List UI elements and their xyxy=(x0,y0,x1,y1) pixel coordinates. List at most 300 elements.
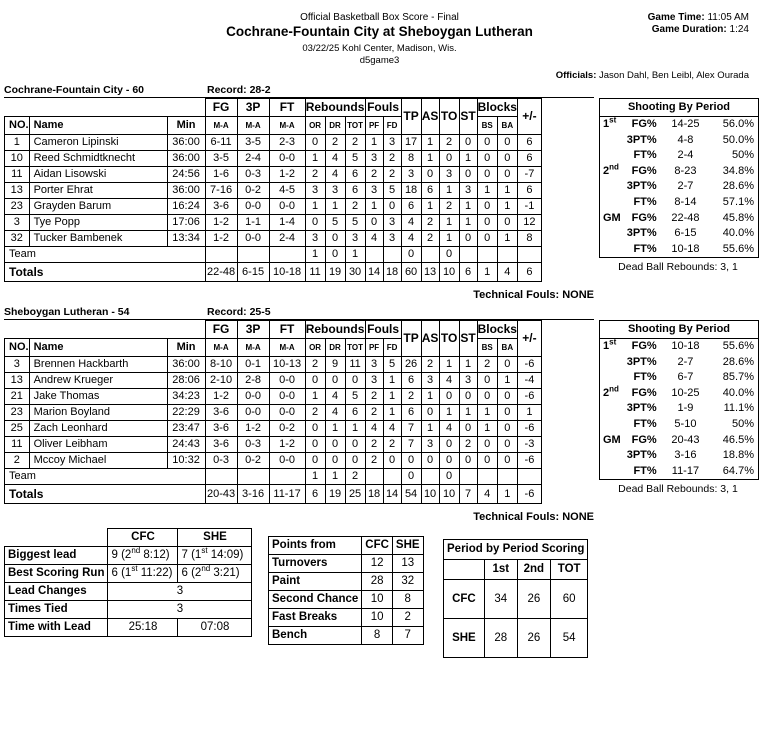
sr-she-sup: nd xyxy=(201,564,211,574)
time-with-lead-she: 07:08 xyxy=(178,619,252,637)
player-tot: 5 xyxy=(345,151,365,167)
shooting-pct: 64.7% xyxy=(722,464,754,477)
player-row xyxy=(5,231,542,247)
totals-label: Totals xyxy=(5,485,206,504)
period-tot: 54 xyxy=(550,619,587,658)
period-1st: 34 xyxy=(484,580,517,619)
team-ft-empty xyxy=(269,469,305,485)
player-to: 3 xyxy=(439,167,459,183)
period-scoring-row xyxy=(444,619,588,658)
shooting-pct: 50% xyxy=(731,417,754,430)
shooting-stat: 3PT% xyxy=(626,180,657,193)
player-name: Porter Ehrat xyxy=(29,183,167,199)
player-number: 32 xyxy=(5,231,30,247)
col-ft-ma: M-A xyxy=(269,339,305,357)
player-minutes: 36:00 xyxy=(167,135,205,151)
player-to: 4 xyxy=(439,373,459,389)
scoring-run-she xyxy=(178,565,252,583)
player-tp3: 0-1 xyxy=(237,357,269,373)
shooting-stat: FG% xyxy=(631,164,657,177)
player-st: 1 xyxy=(459,215,477,231)
col-fg: FG xyxy=(205,99,237,117)
shooting-pct: 50% xyxy=(731,149,754,162)
player-st: 0 xyxy=(459,389,477,405)
player-pm: -6 xyxy=(517,453,541,469)
col-or: OR xyxy=(305,339,325,357)
player-ba: 0 xyxy=(497,421,517,437)
points-from-cfc: 8 xyxy=(362,627,393,645)
player-tp: 4 xyxy=(401,215,421,231)
player-fg: 3-5 xyxy=(205,151,237,167)
player-or: 2 xyxy=(305,167,325,183)
date-location: 03/22/25 Kohl Center, Madison, Wis. xyxy=(302,43,457,54)
player-tp3: 0-0 xyxy=(237,389,269,405)
shooting-period-num: GM xyxy=(603,433,621,446)
col-no: NO. xyxy=(5,339,30,357)
shooting-made-attempted: 2-7 xyxy=(677,355,694,368)
shooting-pct: 85.7% xyxy=(722,371,754,384)
player-fd: 2 xyxy=(383,437,401,453)
player-pf: 1 xyxy=(365,199,383,215)
shooting-row xyxy=(600,164,759,180)
player-fd: 2 xyxy=(383,151,401,167)
scoring-run-label: Best Scoring Run xyxy=(5,565,108,583)
shooting-made-attempted: 11-17 xyxy=(671,464,700,477)
player-pf: 2 xyxy=(365,389,383,405)
lead-changes-label: Lead Changes xyxy=(5,583,108,601)
col-min: Min xyxy=(167,339,205,357)
col-pm: +/- xyxy=(517,321,541,357)
player-minutes: 23:47 xyxy=(167,421,205,437)
player-bs: 1 xyxy=(477,405,497,421)
player-ba: 0 xyxy=(497,167,517,183)
shooting-made-attempted: 14-25 xyxy=(671,118,700,130)
dead-ball-rebounds: Dead Ball Rebounds: 3, 1 xyxy=(618,483,738,495)
shooting-period-num: 1 xyxy=(603,340,610,352)
player-minutes: 13:34 xyxy=(167,231,205,247)
player-as: 2 xyxy=(421,357,439,373)
player-tot: 0 xyxy=(345,453,365,469)
player-fg: 3-6 xyxy=(205,421,237,437)
team-record: Record: 25-5 xyxy=(207,306,271,318)
player-tp3: 0-0 xyxy=(237,405,269,421)
player-pf: 2 xyxy=(365,437,383,453)
player-name: Tucker Bambenek xyxy=(29,231,167,247)
summary-col-cfc: CFC xyxy=(108,529,178,547)
col-as: AS xyxy=(421,321,439,357)
bl-she-rest: 14:09) xyxy=(207,549,244,561)
shooting-made-attempted: 20-43 xyxy=(671,433,700,446)
period-2nd: 26 xyxy=(517,619,550,658)
totals-bs: 1 xyxy=(477,263,497,282)
col-blocks: Blocks xyxy=(477,321,517,339)
player-name: Aidan Lisowski xyxy=(29,167,167,183)
player-fd: 1 xyxy=(383,373,401,389)
totals-row xyxy=(5,485,542,504)
player-bs: 0 xyxy=(477,231,497,247)
player-as: 0 xyxy=(421,405,439,421)
player-name: Cameron Lipinski xyxy=(29,135,167,151)
game-summary-table xyxy=(4,528,252,637)
dead-ball-rebounds: Dead Ball Rebounds: 3, 1 xyxy=(618,261,738,273)
points-from-table xyxy=(268,536,424,645)
shooting-stat: FT% xyxy=(633,195,657,208)
shooting-made-attempted: 2-4 xyxy=(677,149,694,162)
period-scoring-title: Period by Period Scoring xyxy=(444,540,588,560)
points-from-she: 7 xyxy=(392,627,423,645)
player-tot: 1 xyxy=(345,421,365,437)
period-1st: 28 xyxy=(484,619,517,658)
player-pm: -3 xyxy=(517,437,541,453)
sr-she-val: 6 (2 xyxy=(181,567,202,579)
player-name: Oliver Leibham xyxy=(29,437,167,453)
player-pm: -6 xyxy=(517,421,541,437)
team-ba-empty xyxy=(497,247,517,263)
shooting-period xyxy=(600,386,623,402)
player-fd: 3 xyxy=(383,231,401,247)
shooting-stat: FG% xyxy=(631,211,657,224)
col-tot: TOT xyxy=(345,339,365,357)
player-dr: 1 xyxy=(325,421,345,437)
points-from-cfc: 12 xyxy=(362,555,393,573)
col-to: TO xyxy=(439,321,459,357)
player-or: 1 xyxy=(305,389,325,405)
shooting-period xyxy=(600,433,623,449)
totals-tot: 25 xyxy=(345,485,365,504)
game-title: Cochrane-Fountain City at Sheboygan Lutheran xyxy=(226,24,533,39)
team-tot: 2 xyxy=(345,469,365,485)
totals-or: 11 xyxy=(305,263,325,282)
col-st: ST xyxy=(459,321,477,357)
sr-cfc-rest: 11:22) xyxy=(137,567,173,579)
team-ba-empty xyxy=(497,469,517,485)
player-number: 3 xyxy=(5,215,30,231)
col-tp: TP xyxy=(401,321,421,357)
shooting-pct: 45.8% xyxy=(722,211,754,224)
player-number: 23 xyxy=(5,405,30,421)
totals-tot: 30 xyxy=(345,263,365,282)
player-number: 23 xyxy=(5,199,30,215)
totals-ft: 10-18 xyxy=(269,263,305,282)
player-minutes: 17:06 xyxy=(167,215,205,231)
totals-to: 10 xyxy=(439,263,459,282)
shooting-pct: 55.6% xyxy=(722,340,754,352)
player-dr: 4 xyxy=(325,167,345,183)
player-ba: 0 xyxy=(497,453,517,469)
player-st: 3 xyxy=(459,183,477,199)
player-row xyxy=(5,453,542,469)
player-tp3: 2-4 xyxy=(237,151,269,167)
totals-fg: 20-43 xyxy=(205,485,237,504)
team-row xyxy=(5,469,542,485)
team-pf-empty xyxy=(365,247,383,263)
player-st: 0 xyxy=(459,453,477,469)
player-dr: 1 xyxy=(325,199,345,215)
points-from-cfc: 10 xyxy=(362,591,393,609)
player-tp: 7 xyxy=(401,437,421,453)
player-ft: 0-0 xyxy=(269,151,305,167)
shooting-period xyxy=(600,355,623,371)
bl-cfc-rest: 8:12) xyxy=(140,549,170,561)
player-minutes: 22:29 xyxy=(167,405,205,421)
shooting-period xyxy=(600,226,623,242)
player-fg: 3-6 xyxy=(205,199,237,215)
col-name: Name xyxy=(29,117,167,135)
points-from-she: 8 xyxy=(392,591,423,609)
player-ba: 0 xyxy=(497,151,517,167)
player-to: 4 xyxy=(439,421,459,437)
player-st: 1 xyxy=(459,357,477,373)
shooting-row xyxy=(600,401,759,417)
shooting-period xyxy=(600,448,623,464)
player-as: 3 xyxy=(421,373,439,389)
col-min: Min xyxy=(167,117,205,135)
time-with-lead-cfc: 25:18 xyxy=(108,619,178,637)
team-fg-empty xyxy=(205,469,237,485)
player-fg: 3-6 xyxy=(205,437,237,453)
player-bs: 0 xyxy=(477,453,497,469)
scoring-run-cfc xyxy=(108,565,178,583)
totals-fd: 18 xyxy=(383,263,401,282)
col-ba: BA xyxy=(497,117,517,135)
totals-st: 7 xyxy=(459,485,477,504)
player-row xyxy=(5,357,542,373)
shooting-row xyxy=(600,148,759,164)
player-pf: 3 xyxy=(365,373,383,389)
player-dr: 5 xyxy=(325,215,345,231)
points-from-label: Turnovers xyxy=(269,555,362,573)
shooting-stat: 3PT% xyxy=(626,402,657,415)
player-tot: 6 xyxy=(345,405,365,421)
totals-tp3: 6-15 xyxy=(237,263,269,282)
col-dr: DR xyxy=(325,339,345,357)
player-minutes: 36:00 xyxy=(167,183,205,199)
player-number: 13 xyxy=(5,373,30,389)
totals-as: 10 xyxy=(421,485,439,504)
bl-she-sup: st xyxy=(201,546,208,556)
player-pm: 6 xyxy=(517,183,541,199)
player-tot: 6 xyxy=(345,183,365,199)
team-to: 0 xyxy=(439,247,459,263)
player-name: Grayden Barum xyxy=(29,199,167,215)
team-header-strip xyxy=(4,84,594,98)
player-pm: 6 xyxy=(517,151,541,167)
player-row xyxy=(5,151,542,167)
player-or: 0 xyxy=(305,421,325,437)
game-time-value: 11:05 AM xyxy=(707,12,749,23)
player-or: 0 xyxy=(305,437,325,453)
team-ft-empty xyxy=(269,247,305,263)
shooting-made-attempted: 2-7 xyxy=(677,180,694,193)
shooting-stat: 3PT% xyxy=(626,133,657,146)
shooting-made-attempted: 5-10 xyxy=(674,417,697,430)
team-dr: 0 xyxy=(325,247,345,263)
points-col-cfc: CFC xyxy=(362,537,393,555)
col-fg-ma: M-A xyxy=(205,339,237,357)
player-as: 0 xyxy=(421,453,439,469)
totals-st: 6 xyxy=(459,263,477,282)
player-tp3: 3-5 xyxy=(237,135,269,151)
player-tp: 8 xyxy=(401,151,421,167)
col-rebounds: Rebounds xyxy=(305,99,365,117)
player-or: 0 xyxy=(305,135,325,151)
player-fg: 3-6 xyxy=(205,405,237,421)
player-bs: 0 xyxy=(477,167,497,183)
totals-pm: -6 xyxy=(517,485,541,504)
points-from-cfc: 10 xyxy=(362,609,393,627)
shooting-period xyxy=(600,417,623,433)
sr-she-rest: 3:21) xyxy=(210,567,240,579)
player-pf: 3 xyxy=(365,357,383,373)
player-dr: 3 xyxy=(325,183,345,199)
shooting-period xyxy=(600,242,623,258)
player-pf: 4 xyxy=(365,231,383,247)
officials xyxy=(556,70,749,81)
player-tp3: 0-2 xyxy=(237,453,269,469)
period-scoring-row xyxy=(444,580,588,619)
shooting-period xyxy=(600,211,623,227)
player-dr: 0 xyxy=(325,231,345,247)
player-minutes: 34:23 xyxy=(167,389,205,405)
player-name: Brennen Hackbarth xyxy=(29,357,167,373)
player-or: 1 xyxy=(305,199,325,215)
player-fd: 5 xyxy=(383,357,401,373)
player-pf: 2 xyxy=(365,167,383,183)
points-from-row xyxy=(269,555,424,573)
shooting-stat: FT% xyxy=(633,371,657,384)
team-pf-empty xyxy=(365,469,383,485)
game-duration-value: 1:24 xyxy=(729,24,749,35)
player-dr: 9 xyxy=(325,357,345,373)
shooting-pct: 46.5% xyxy=(722,433,754,446)
game-time-label: Game Time: xyxy=(647,12,705,23)
player-number: 11 xyxy=(5,437,30,453)
shooting-row xyxy=(600,179,759,195)
player-tot: 0 xyxy=(345,373,365,389)
player-tp: 18 xyxy=(401,183,421,199)
col-bs: BS xyxy=(477,339,497,357)
player-fg: 1-2 xyxy=(205,389,237,405)
shooting-row xyxy=(600,370,759,386)
player-pm: 12 xyxy=(517,215,541,231)
player-bs: 0 xyxy=(477,215,497,231)
col-fd: FD xyxy=(383,117,401,135)
team-label: Cochrane-Fountain City - 60 xyxy=(4,84,145,96)
player-ft: 0-2 xyxy=(269,421,305,437)
player-as: 2 xyxy=(421,215,439,231)
player-name: Tye Popp xyxy=(29,215,167,231)
player-pm: -4 xyxy=(517,373,541,389)
totals-dr: 19 xyxy=(325,263,345,282)
player-ft: 1-2 xyxy=(269,437,305,453)
player-pm: 6 xyxy=(517,135,541,151)
player-to: 0 xyxy=(439,437,459,453)
team-as-empty xyxy=(421,247,439,263)
points-from-she: 13 xyxy=(392,555,423,573)
player-as: 1 xyxy=(421,199,439,215)
player-st: 0 xyxy=(459,231,477,247)
totals-ba: 4 xyxy=(497,263,517,282)
box-score-table xyxy=(4,320,542,504)
team-or: 1 xyxy=(305,469,325,485)
player-bs: 0 xyxy=(477,437,497,453)
player-name: Reed Schmidtknecht xyxy=(29,151,167,167)
player-as: 1 xyxy=(421,421,439,437)
player-tp3: 0-3 xyxy=(237,167,269,183)
col-pf: PF xyxy=(365,117,383,135)
col-as: AS xyxy=(421,99,439,135)
player-fd: 3 xyxy=(383,215,401,231)
player-tot: 5 xyxy=(345,389,365,405)
player-name: Jake Thomas xyxy=(29,389,167,405)
totals-pf: 18 xyxy=(365,485,383,504)
player-st: 1 xyxy=(459,405,477,421)
times-tied-value: 3 xyxy=(108,601,252,619)
shooting-stat: FG% xyxy=(631,386,657,399)
player-name: Zach Leonhard xyxy=(29,421,167,437)
player-st: 1 xyxy=(459,199,477,215)
col-st: ST xyxy=(459,99,477,135)
player-row xyxy=(5,405,542,421)
player-ft: 0-0 xyxy=(269,373,305,389)
shooting-row xyxy=(600,117,759,133)
player-bs: 0 xyxy=(477,199,497,215)
shooting-period-num: 2 xyxy=(603,164,610,177)
points-from-row xyxy=(269,591,424,609)
player-ft: 0-0 xyxy=(269,199,305,215)
period-2nd: 26 xyxy=(517,580,550,619)
points-from-label: Second Chance xyxy=(269,591,362,609)
player-st: 2 xyxy=(459,437,477,453)
player-ba: 0 xyxy=(497,437,517,453)
player-number: 10 xyxy=(5,151,30,167)
player-ft: 0-0 xyxy=(269,389,305,405)
team-st-empty xyxy=(459,469,477,485)
team-tp: 0 xyxy=(401,469,421,485)
team-pm-empty xyxy=(517,469,541,485)
player-to: 1 xyxy=(439,215,459,231)
player-fg: 0-3 xyxy=(205,453,237,469)
col-fd: FD xyxy=(383,339,401,357)
shooting-by-period xyxy=(599,320,759,480)
shooting-row xyxy=(600,226,759,242)
time-with-lead-row xyxy=(5,619,252,637)
shooting-row xyxy=(600,211,759,227)
shooting-row xyxy=(600,417,759,433)
totals-ft: 11-17 xyxy=(269,485,305,504)
game-time-block xyxy=(648,12,749,36)
shooting-by-period xyxy=(599,98,759,258)
player-to: 0 xyxy=(439,389,459,405)
player-number: 25 xyxy=(5,421,30,437)
player-row xyxy=(5,135,542,151)
period-team: SHE xyxy=(444,619,485,658)
player-row xyxy=(5,215,542,231)
team-tot: 1 xyxy=(345,247,365,263)
player-as: 1 xyxy=(421,151,439,167)
player-dr: 4 xyxy=(325,151,345,167)
shooting-period xyxy=(600,179,623,195)
player-number: 11 xyxy=(5,167,30,183)
team-tp3-empty xyxy=(237,469,269,485)
player-tp3: 2-8 xyxy=(237,373,269,389)
totals-row xyxy=(5,263,542,282)
player-tp3: 0-3 xyxy=(237,437,269,453)
player-fd: 5 xyxy=(383,183,401,199)
player-fg: 6-11 xyxy=(205,135,237,151)
player-tot: 0 xyxy=(345,437,365,453)
shooting-made-attempted: 8-14 xyxy=(674,195,697,208)
